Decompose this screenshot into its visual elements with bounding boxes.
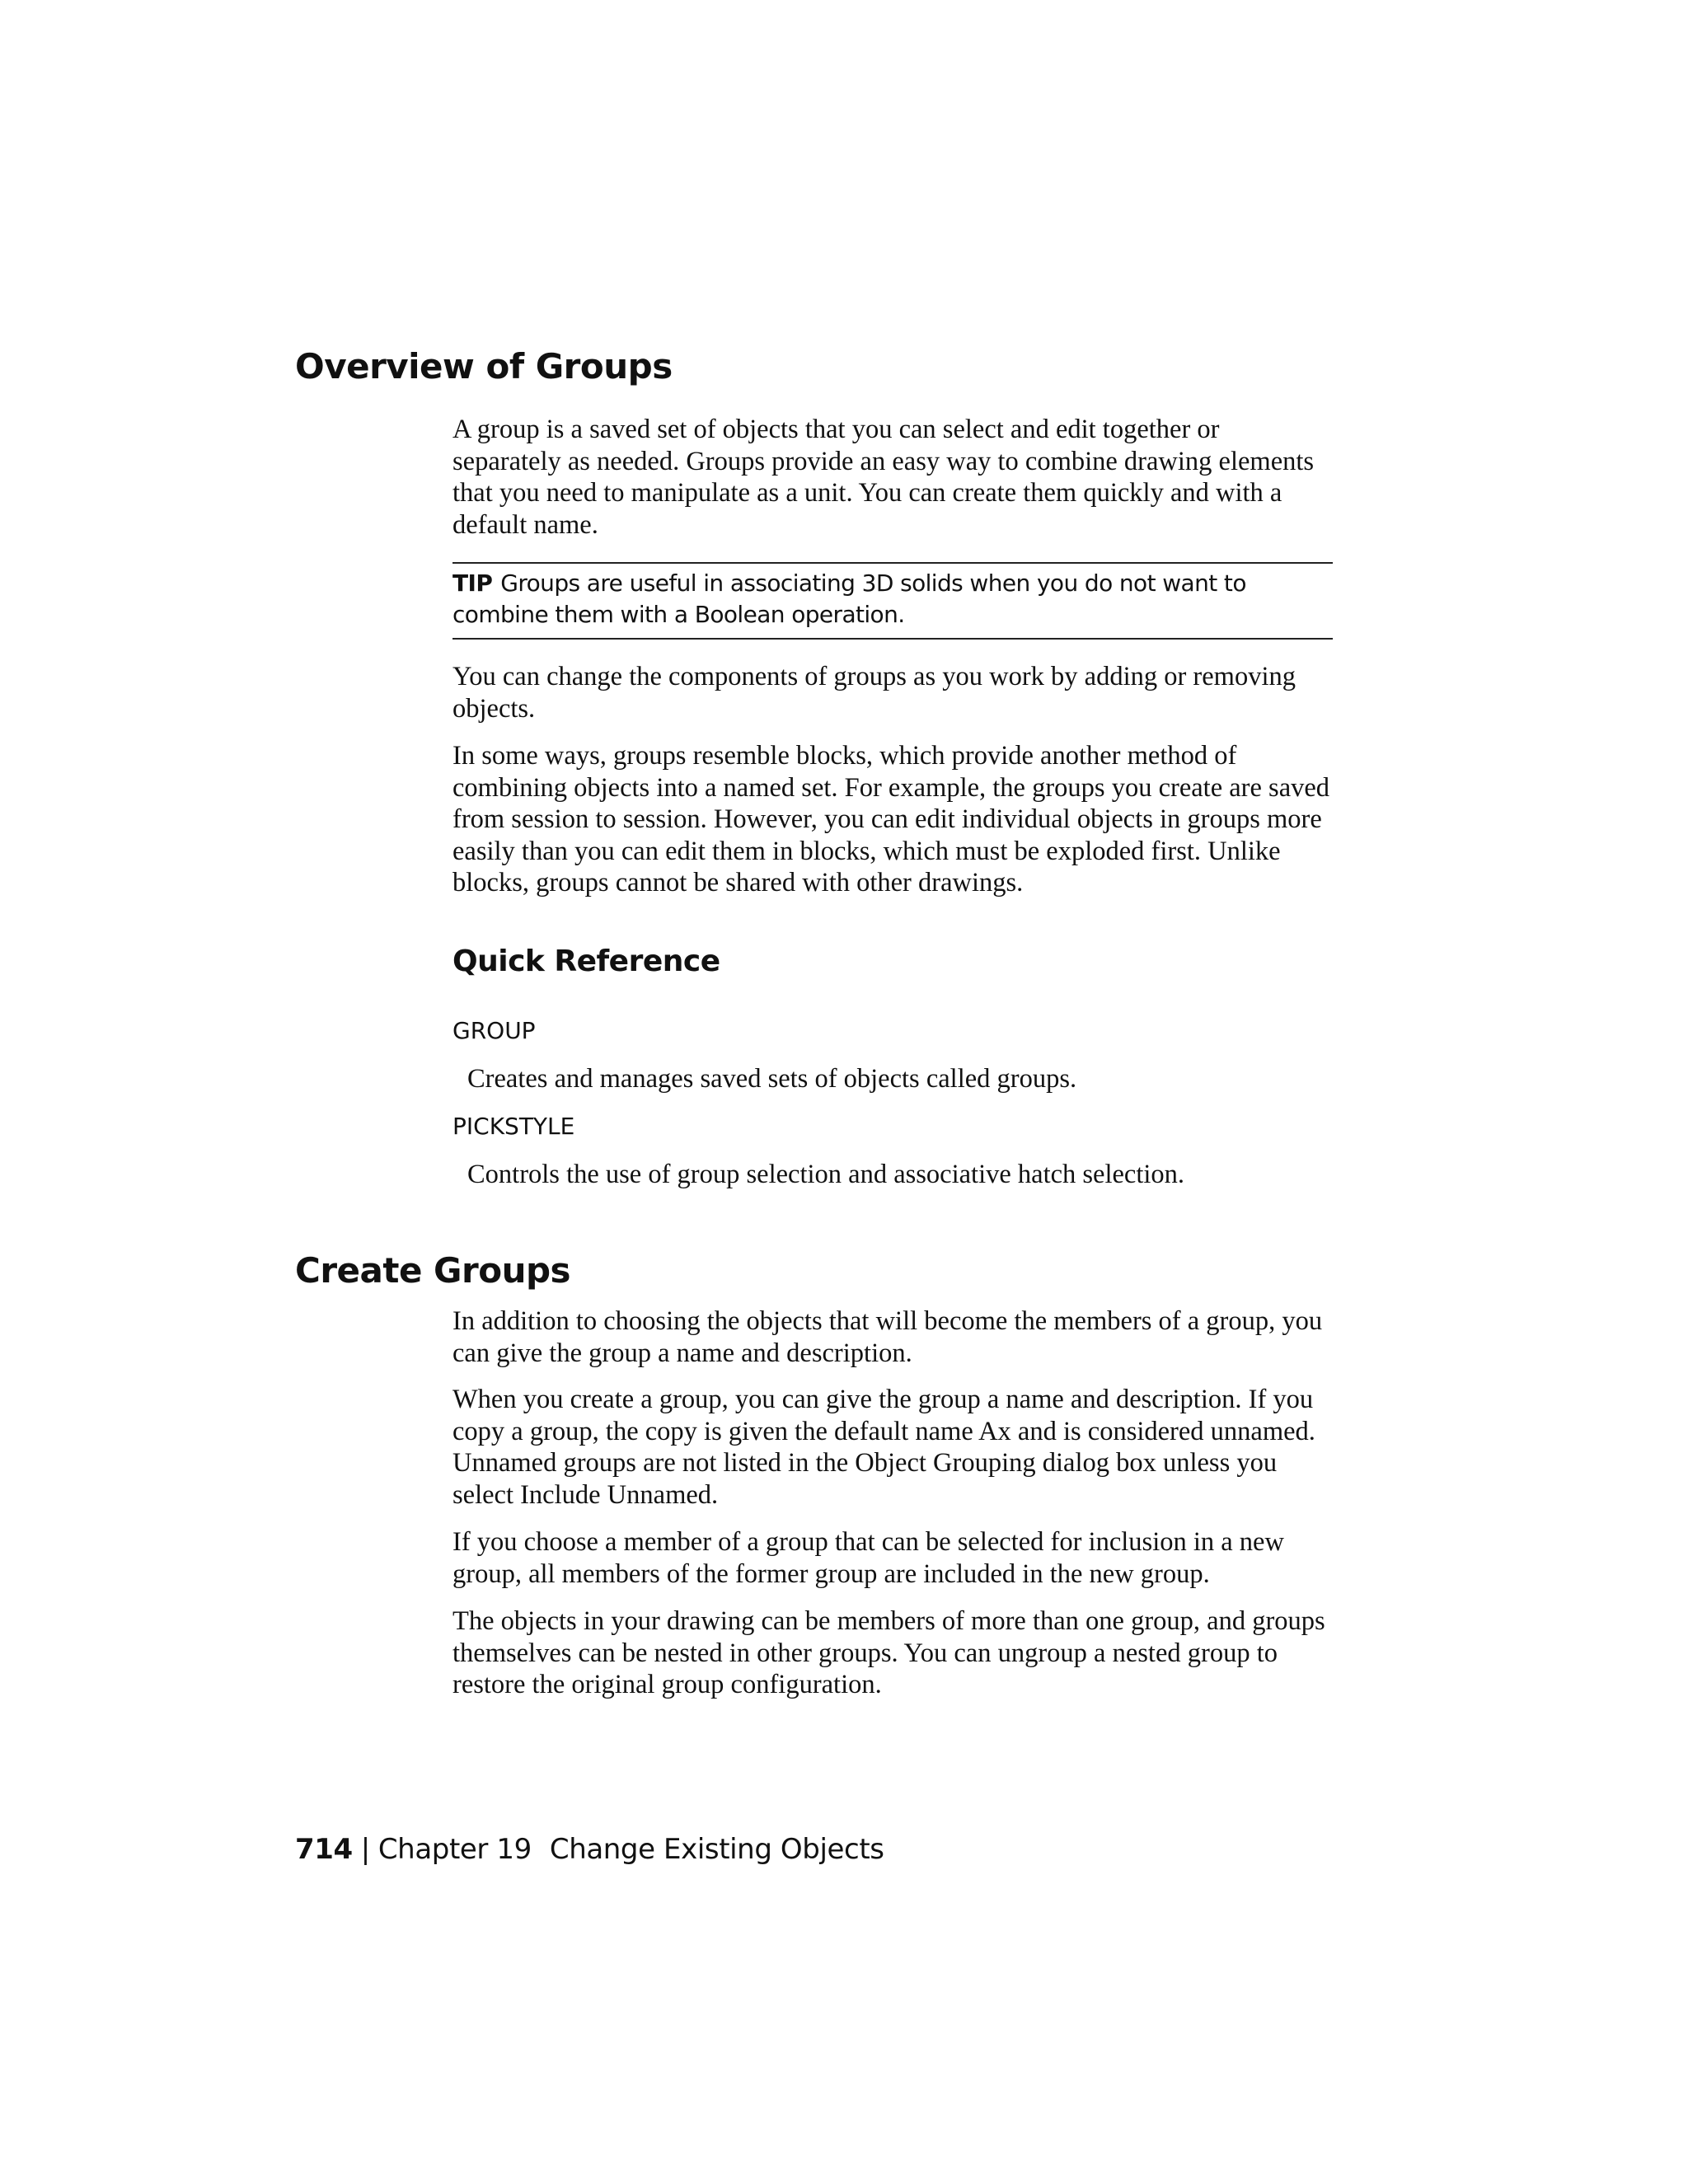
command-name-pickstyle: PICKSTYLE bbox=[452, 1113, 575, 1140]
footer-chapter-title: Change Existing Objects bbox=[549, 1833, 884, 1866]
tip-text: Groups are useful in associating 3D solids when you do not want to combine them with a Boolean operation. bbox=[452, 569, 1246, 628]
create-paragraph-1: In addition to choosing the objects that will become the members of a group, you can give the group a name and description. bbox=[452, 1306, 1323, 1368]
subsection-heading-quick-reference: Quick Reference bbox=[452, 944, 720, 978]
overview-paragraph-1: A group is a saved set of objects that you can select and edit together or separately as needed. Groups provide an easy way to combine drawing elements that you need to manipulate as a unit. You can create them quickly and with a default name. bbox=[452, 415, 1315, 540]
tip-box bbox=[452, 562, 1333, 640]
page-number: 714 bbox=[295, 1833, 353, 1866]
footer-separator: | bbox=[360, 1833, 370, 1866]
command-description-pickstyle: Controls the use of group selection and associative hatch selection. bbox=[467, 1160, 1185, 1189]
page-footer bbox=[295, 1832, 884, 1867]
tip-label: TIP bbox=[452, 569, 493, 597]
create-paragraph-3: If you choose a member of a group that can be selected for inclusion in a new group, all members of the former group are included in the new group. bbox=[452, 1527, 1284, 1589]
create-paragraph-4: The objects in your drawing can be members of more than one group, and groups themselves can be nested in other groups. You can ungroup a nested group to restore the original group configuration. bbox=[452, 1606, 1325, 1699]
section-heading-overview: Overview of Groups bbox=[295, 346, 673, 387]
command-description-group: Creates and manages saved sets of objects called groups. bbox=[467, 1064, 1077, 1094]
create-paragraph-2: When you create a group, you can give the group a name and description. If you copy a group, the copy is given the default name Ax and is considered unnamed. Unnamed groups are not listed in the Object Grouping dialog box unless you select Include Unnamed. bbox=[452, 1385, 1315, 1510]
overview-paragraph-3: In some ways, groups resemble blocks, which provide another method of combining objects into a named set. For example, the groups you create are saved from session to session. However, you can edit individual objects in groups more easily than you can edit them in blocks, which must be exploded first. Unlike blocks, groups cannot be shared with other drawings. bbox=[452, 741, 1330, 898]
section-heading-create-groups: Create Groups bbox=[295, 1250, 571, 1291]
command-name-group: GROUP bbox=[452, 1017, 536, 1044]
footer-chapter: Chapter 19 bbox=[377, 1833, 532, 1866]
overview-paragraph-2: You can change the components of groups as you work by adding or removing objects. bbox=[452, 662, 1296, 724]
